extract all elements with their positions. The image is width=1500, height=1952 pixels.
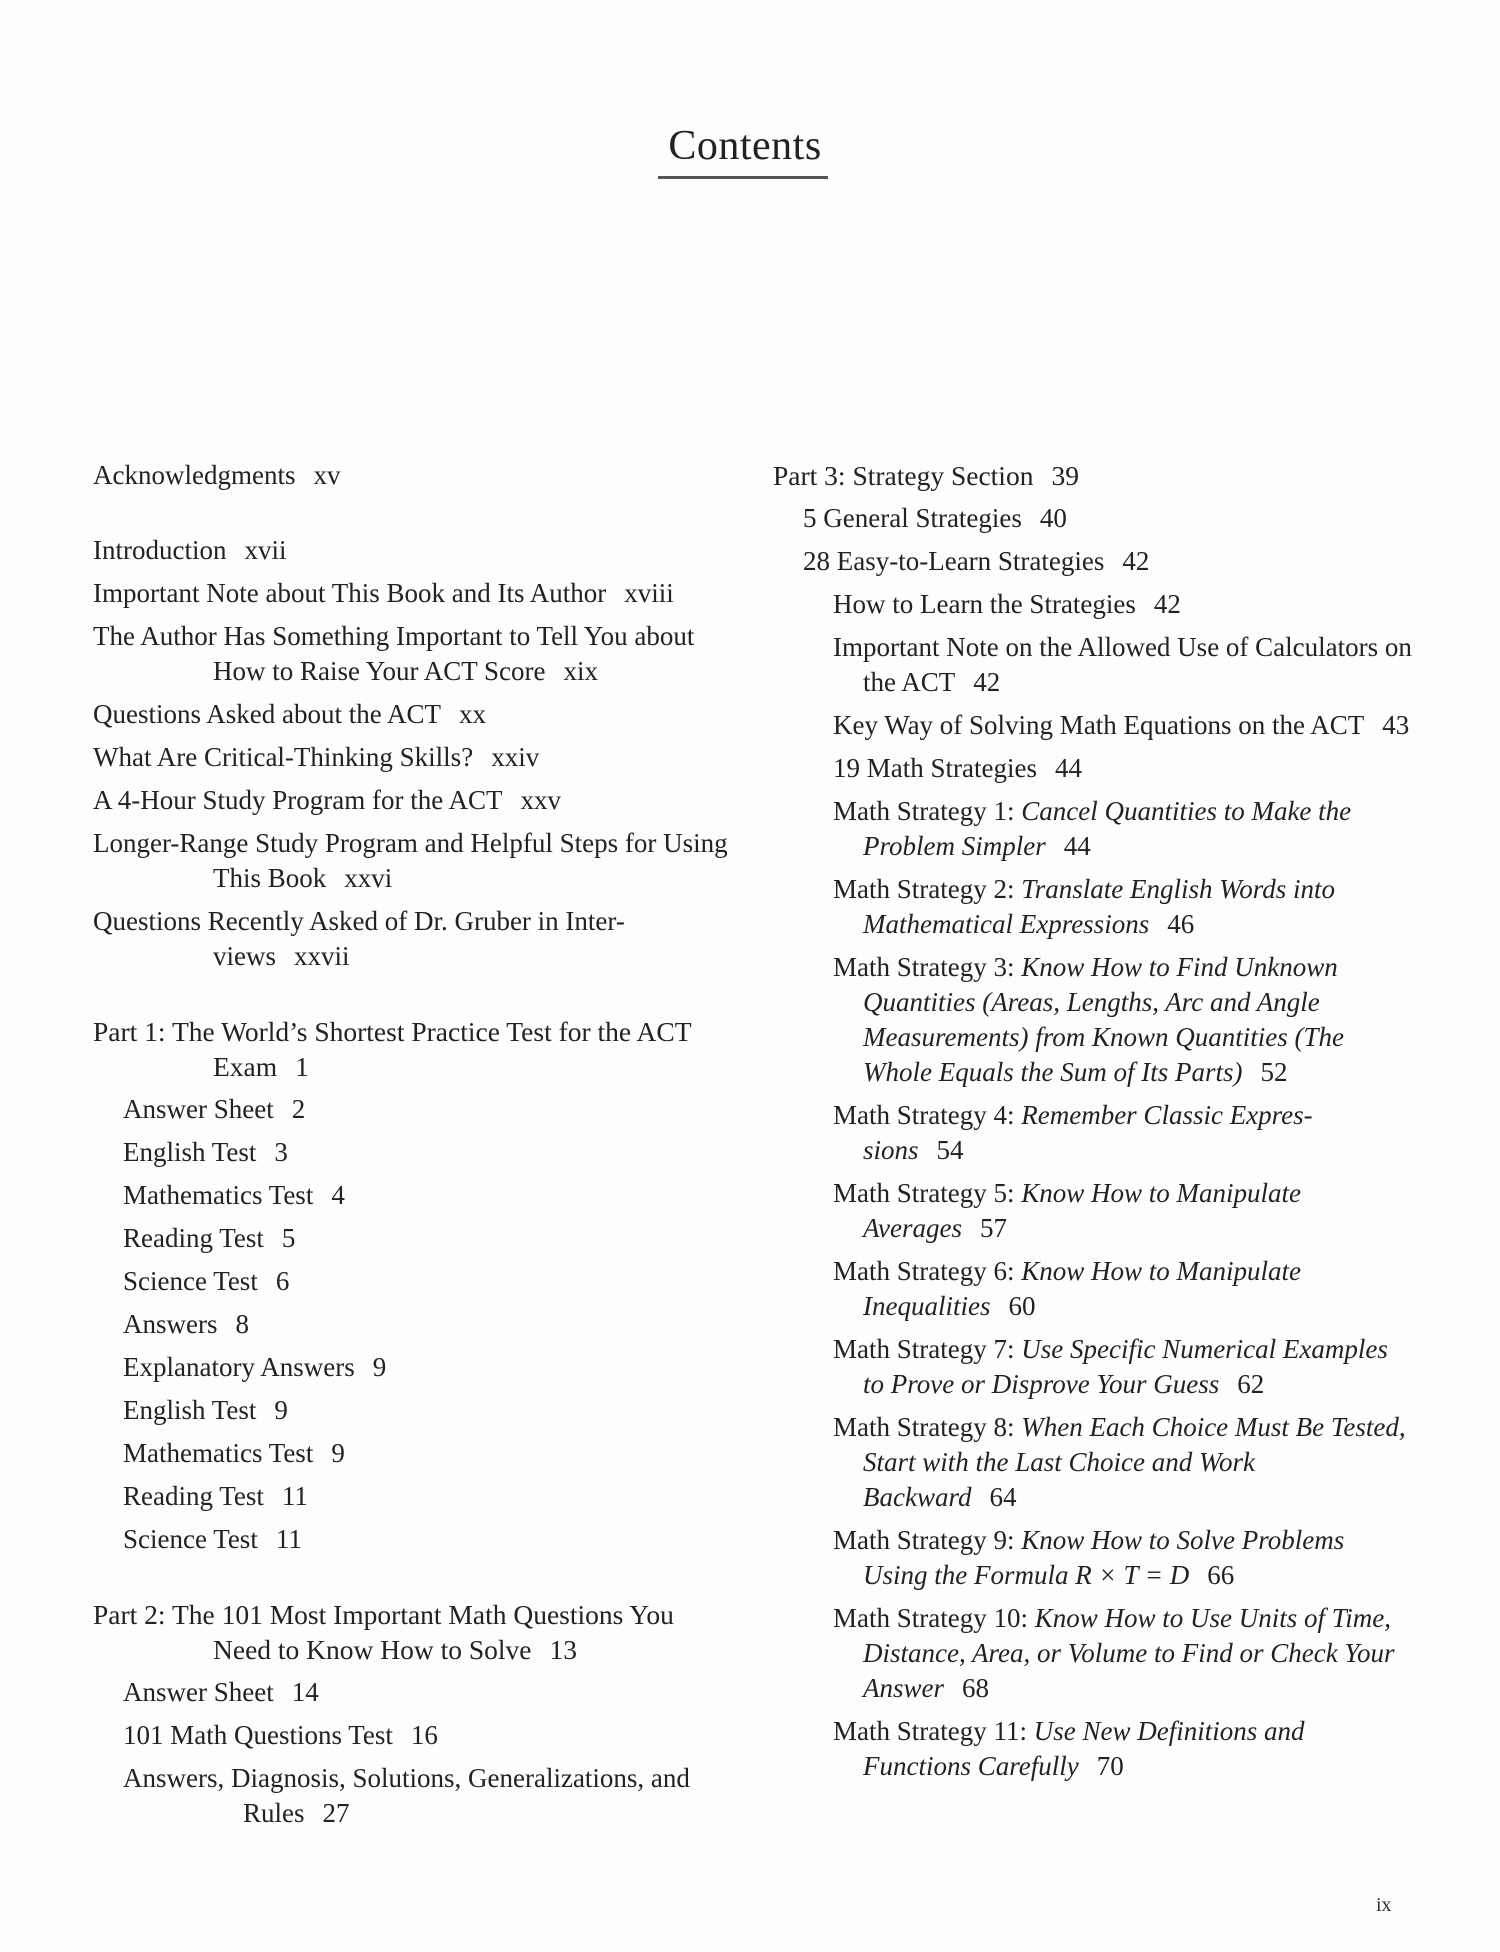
toc-math-strategy[interactable]: Math Strategy 6: Know How to Manipulate Inequalities 60 xyxy=(833,1256,1301,1321)
toc-math-strategy[interactable]: Math Strategy 10: Know How to Use Units of Time, Distance, Area, or Volume to Find or Check Your Answer 68 xyxy=(833,1603,1395,1703)
toc-entry[interactable]: 5 General Strategies 40 xyxy=(803,503,1067,533)
toc-math-strategy[interactable]: Math Strategy 11: Use New Definitions and Functions Carefully 70 xyxy=(833,1716,1305,1781)
toc-entry[interactable]: Reading Test 5 xyxy=(123,1223,296,1253)
toc-entry[interactable]: Mathematics Test 4 xyxy=(123,1180,345,1210)
toc-entry[interactable]: Longer-Range Study Program and Helpful Steps for Using This Book xxvi xyxy=(93,828,728,893)
toc-entry[interactable]: Explanatory Answers 9 xyxy=(123,1352,387,1382)
toc-entry[interactable]: 19 Math Strategies 44 xyxy=(833,753,1082,783)
toc-entry[interactable]: Science Test 6 xyxy=(123,1266,290,1296)
toc-entry[interactable]: 101 Math Questions Test 16 xyxy=(123,1720,438,1750)
toc-math-strategy[interactable]: Math Strategy 9: Know How to Solve Problems Using the Formula R × T = D 66 xyxy=(833,1525,1345,1590)
toc-entry[interactable]: Important Note about This Book and Its Author xviii xyxy=(93,578,674,608)
toc-entry[interactable]: The Author Has Something Important to Tell You about How to Raise Your ACT Score xix xyxy=(93,621,695,686)
toc-part-3[interactable]: Part 3: Strategy Section 39 xyxy=(773,460,1079,491)
page-title: Contents xyxy=(668,123,822,169)
toc-math-strategy[interactable]: Math Strategy 3: Know How to Find Unknown Quantities (Areas, Lengths, Arc and Angle Measurements) from Known Quantities (The Whole Equals the Sum of Its Parts) 52 xyxy=(833,952,1344,1087)
toc-math-strategy[interactable]: Math Strategy 5: Know How to Manipulate Averages 57 xyxy=(833,1178,1301,1243)
toc-entry[interactable]: Answers 8 xyxy=(123,1309,249,1339)
toc-entry[interactable]: Acknowledgments xv xyxy=(93,460,341,490)
toc-entry[interactable]: Important Note on the Allowed Use of Calculators on the ACT 42 xyxy=(833,632,1412,697)
toc-entry[interactable]: 28 Easy-to-Learn Strategies 42 xyxy=(803,546,1150,576)
toc-entry[interactable]: Mathematics Test 9 xyxy=(123,1438,345,1468)
toc-entry[interactable]: Answers, Diagnosis, Solutions, Generalizations, and Rules 27 xyxy=(123,1763,690,1828)
toc-entry[interactable]: English Test 3 xyxy=(123,1137,288,1167)
toc-entry[interactable]: Introduction xvii xyxy=(93,535,287,565)
page-number: ix xyxy=(1376,1894,1392,1916)
toc-entry[interactable]: Science Test 11 xyxy=(123,1524,302,1554)
toc-math-strategy[interactable]: Math Strategy 4: Remember Classic Expres-sions 54 xyxy=(833,1100,1313,1165)
toc-entry[interactable]: English Test 9 xyxy=(123,1395,288,1425)
toc-entry[interactable]: Answer Sheet 2 xyxy=(123,1094,306,1124)
toc-math-strategy[interactable]: Math Strategy 1: Cancel Quantities to Make the Problem Simpler 44 xyxy=(833,796,1352,861)
toc-entry[interactable]: Questions Recently Asked of Dr. Gruber in Inter-views xxvii xyxy=(93,906,625,971)
toc-entry[interactable]: Questions Asked about the ACT xx xyxy=(93,699,486,729)
toc-math-strategy[interactable]: Math Strategy 2: Translate English Words into Mathematical Expressions 46 xyxy=(833,874,1336,939)
toc-part-2[interactable]: Part 2: The 101 Most Important Math Questions You Need to Know How to Solve 13 xyxy=(93,1599,674,1665)
toc-left-column xyxy=(93,458,733,1839)
toc-entry[interactable]: Key Way of Solving Math Equations on the ACT 43 xyxy=(833,710,1410,740)
toc-math-strategy[interactable]: Math Strategy 7: Use Specific Numerical Examples to Prove or Disprove Your Guess 62 xyxy=(833,1334,1388,1399)
title-underline xyxy=(658,176,828,179)
toc-right-column xyxy=(773,458,1413,1792)
toc-part-1[interactable]: Part 1: The World’s Shortest Practice Test for the ACT Exam 1 xyxy=(93,1016,691,1082)
toc-math-strategy[interactable]: Math Strategy 8: When Each Choice Must Be Tested, Start with the Last Choice and Work Backward 64 xyxy=(833,1412,1406,1512)
toc-entry[interactable]: How to Learn the Strategies 42 xyxy=(833,589,1181,619)
toc-entry[interactable]: Answer Sheet 14 xyxy=(123,1677,319,1707)
toc-entry[interactable]: What Are Critical-Thinking Skills? xxiv xyxy=(93,742,540,772)
toc-entry[interactable]: Reading Test 11 xyxy=(123,1481,308,1511)
toc-entry[interactable]: A 4-Hour Study Program for the ACT xxv xyxy=(93,785,561,815)
